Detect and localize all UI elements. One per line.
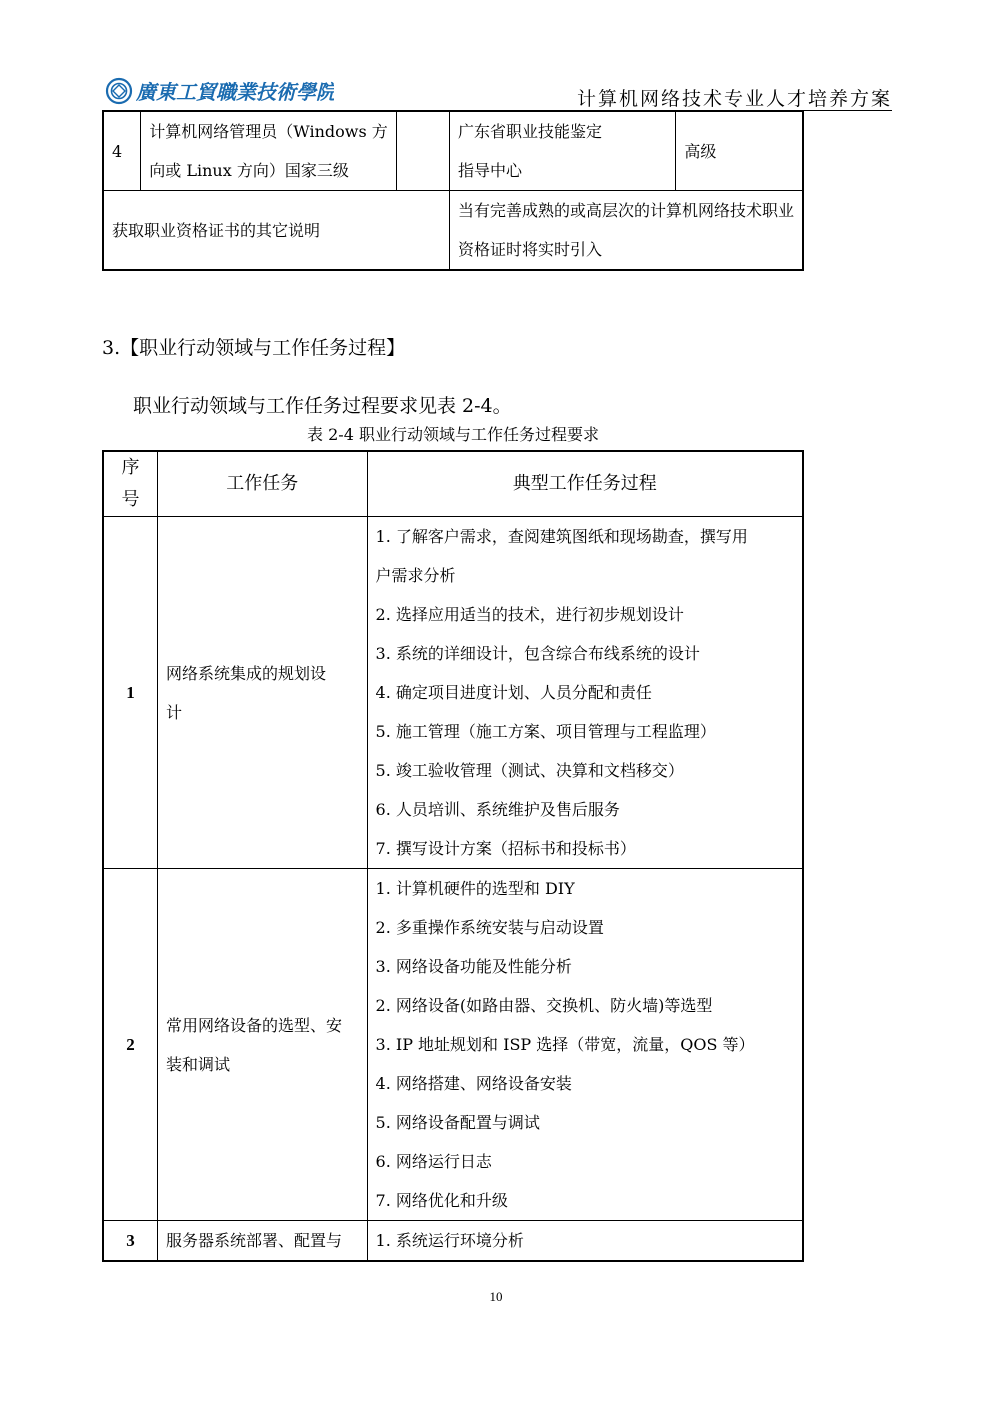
intro-paragraph: 职业行动领域与工作任务过程要求见表 2-4。	[133, 395, 512, 417]
step-item: 7. 网络优化和升级	[375, 1191, 508, 1210]
row-task: 服务器系统部署、配置与	[157, 1221, 367, 1262]
cert-blank-cell	[396, 112, 449, 191]
step-item: 3. 系统的详细设计，包含综合布线系统的设计	[375, 644, 700, 663]
table-row	[103, 517, 803, 869]
step-item: 2. 网络设备(如路由器、交换机、防火墙)等选型	[375, 996, 713, 1015]
header-number: 序 号	[103, 451, 157, 517]
step-item: 3. 网络设备功能及性能分析	[375, 957, 572, 976]
step-item: 6. 网络运行日志	[375, 1152, 492, 1171]
step-item: 5. 施工管理（施工方案、项目管理与工程监理）	[375, 722, 716, 741]
step-item: 1. 系统运行环境分析	[375, 1231, 524, 1250]
step-item: 5. 网络设备配置与调试	[375, 1113, 540, 1132]
step-item: 5. 竣工验收管理（测试、决算和文档移交）	[375, 761, 684, 780]
step-item: 1. 计算机硬件的选型和 DIY	[375, 879, 575, 898]
cert-level: 高级	[676, 112, 803, 191]
page-number: 10	[489, 1289, 503, 1304]
college-logo-text: 廣東工貿職業技術學院	[136, 80, 334, 104]
college-logo	[104, 76, 334, 108]
row-task: 常用网络设备的选型、安 装和调试	[157, 869, 367, 1221]
row-number: 2	[103, 869, 157, 1221]
cert-note-text: 当有完善成熟的或高层次的计算机网络技术职业 资格证时将实时引入	[449, 191, 803, 271]
cert-number: 4	[103, 112, 141, 191]
table-row	[103, 191, 803, 271]
table-header-row	[103, 451, 803, 517]
row-steps	[367, 517, 803, 869]
table-row	[103, 869, 803, 1221]
step-item: 2. 多重操作系统安装与启动设置	[375, 918, 604, 937]
document-title: 计算机网络技术专业人才培养方案	[576, 88, 892, 110]
cert-name: 计算机网络管理员（Windows 方 向或 Linux 方向）国家三级	[141, 112, 396, 191]
step-item: 户需求分析	[375, 566, 456, 585]
section-heading: 3.【职业行动领域与工作任务过程】	[102, 337, 406, 359]
step-item: 7. 撰写设计方案（招标书和投标书）	[375, 839, 636, 858]
row-number: 1	[103, 517, 157, 869]
table-row	[103, 112, 803, 191]
row-steps	[367, 1221, 803, 1262]
step-item: 6. 人员培训、系统维护及售后服务	[375, 800, 620, 819]
table-caption: 表 2-4 职业行动领域与工作任务过程要求	[307, 425, 599, 444]
row-task: 网络系统集成的规划设 计	[157, 517, 367, 869]
cert-organization: 广东省职业技能鉴定 指导中心	[449, 112, 675, 191]
header-task: 工作任务	[157, 451, 367, 517]
college-emblem-icon	[104, 76, 334, 108]
step-item: 3. IP 地址规划和 ISP 选择（带宽，流量，QOS 等）	[375, 1035, 755, 1054]
step-item: 4. 确定项目进度计划、人员分配和责任	[375, 683, 652, 702]
table-row	[103, 1221, 803, 1262]
step-item: 2. 选择应用适当的技术，进行初步规划设计	[375, 605, 684, 624]
certificate-table	[102, 111, 804, 271]
row-number: 3	[103, 1221, 157, 1262]
task-table	[102, 450, 804, 1262]
step-item: 4. 网络搭建、网络设备安装	[375, 1074, 572, 1093]
row-steps	[367, 869, 803, 1221]
header-process: 典型工作任务过程	[367, 451, 803, 517]
cert-note-label: 获取职业资格证书的其它说明	[103, 191, 449, 271]
step-item: 1. 了解客户需求，查阅建筑图纸和现场勘查，撰写用	[375, 527, 748, 546]
